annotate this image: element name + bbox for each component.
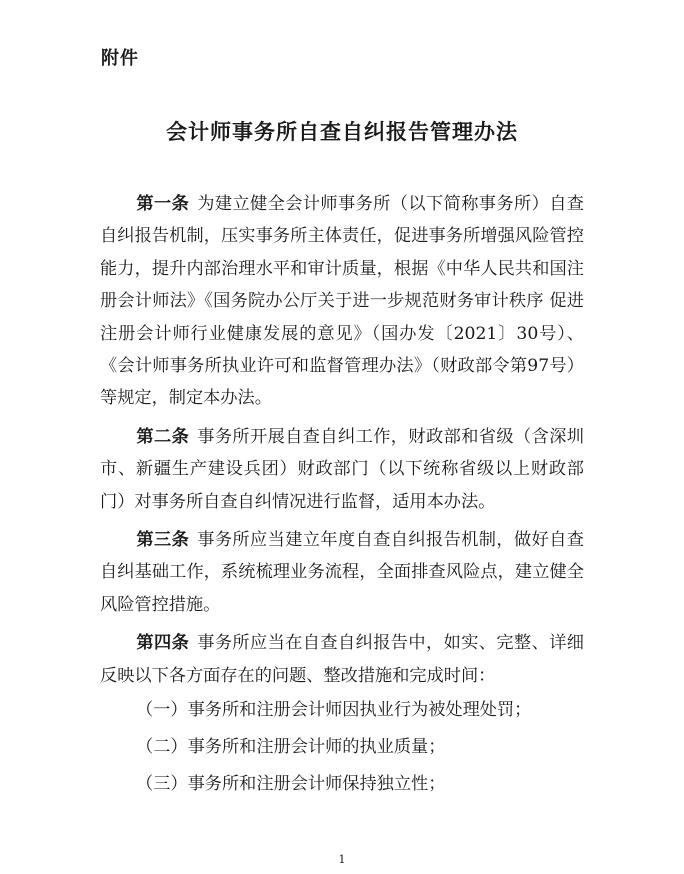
list-item: （三）事务所和注册会计师保持独立性； [136, 774, 446, 795]
article-3 [100, 524, 584, 621]
attachment-label: 附件 [101, 48, 139, 69]
article-2-label: 第二条 [136, 426, 190, 447]
article-3-text: 事务所应当建立年度自查自纠报告机制，做好自查自纠基础工作，系统梳理业务流程，全面排查风险点，建立健全风险管控措施。 [100, 530, 584, 615]
article-4-text: 事务所应当在自查自纠报告中，如实、完整、详细反映以下各方面存在的问题、整改措施和完成时间： [100, 633, 584, 686]
article-1-label: 第一条 [136, 194, 190, 214]
page-number: 1 [338, 853, 346, 866]
article-3-label: 第三条 [136, 530, 190, 551]
article-2 [100, 421, 584, 518]
document-body [100, 188, 584, 803]
article-1-text: 为建立健全会计师事务所（以下简称事务所）自查自纠报告机制，压实事务所主体责任，促进事务所增强风险管控能力，提升内部治理水平和审计质量，根据《中华人民共和国注册会计师法》《国务院办公厅关于进一步规范财务审计秩序 促进注册会计师行业健康发展的意见》（国办发〔2021〕30号）、《会计师事务所执业许可和监督管理办法》（财政部令第97号）等规定，制定本办法。 [100, 194, 584, 409]
article-1 [100, 188, 584, 415]
article-4-label: 第四条 [136, 633, 190, 654]
list-item: （一）事务所和注册会计师因执业行为被处理处罚； [136, 700, 532, 721]
article-4 [100, 627, 584, 692]
list-item: （二）事务所和注册会计师的执业质量； [136, 737, 446, 758]
document-title: 会计师事务所自查自纠报告管理办法 [166, 119, 518, 144]
article-2-text: 事务所开展自查自纠工作，财政部和省级（含深圳市、新疆生产建设兵团）财政部门（以下统称省级以上财政部门）对事务所自查自纠情况进行监督，适用本办法。 [100, 426, 584, 512]
